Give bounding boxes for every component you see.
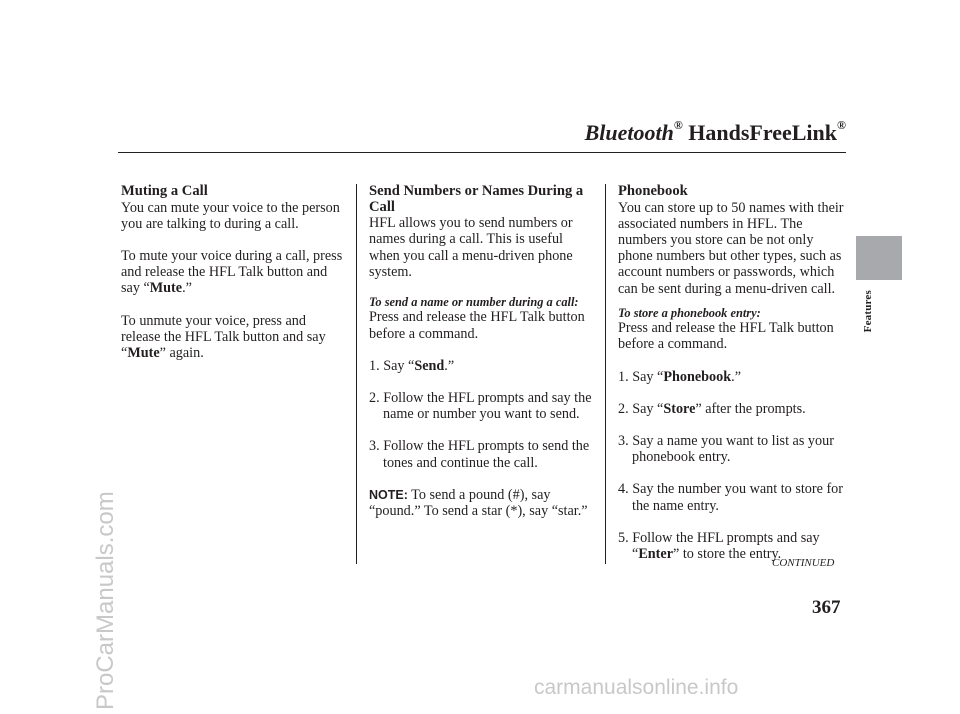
page-number: 367 — [812, 597, 841, 618]
send-step-1 — [369, 358, 597, 374]
phonebook-step-2-text: 2. Say “ — [618, 400, 664, 417]
phonebook-step-1 — [618, 369, 850, 385]
muting-intro: You can mute your voice to the person you are talking to during a call. — [121, 199, 340, 232]
send-step-1-text: 1. Say “ — [369, 357, 415, 374]
send-step-3: 3. Follow the HFL prompts to send the tones and continue the call. — [369, 438, 590, 471]
heading-muting-a-call: Muting a Call — [121, 183, 208, 199]
send-step-2: 2. Follow the HFL prompts and say the name or number you want to send. — [369, 390, 592, 423]
send-steps — [369, 358, 597, 471]
header-product: HandsFreeLink — [688, 120, 838, 145]
phonebook-step-4: 4. Say the number you want to store for the name entry. — [618, 481, 843, 514]
phonebook-press-instruction: Press and release the HFL Talk button before a command. — [618, 320, 834, 353]
column-send-numbers — [369, 184, 597, 519]
send-command: Send — [414, 357, 445, 374]
phonebook-step-5-end: ” to store the entry. — [673, 546, 782, 563]
subheading-phonebook: To store a phonebook entry: — [618, 305, 761, 320]
subheading-send: To send a name or number during a call: — [369, 295, 579, 309]
unmute-instruction-end: ” again. — [159, 345, 204, 362]
note-text: To send a pound (#), say “pound.” To send a star (*), say “star.” — [369, 486, 588, 520]
unmute-instruction-text: To unmute your voice, press and release the HFL Talk button and say “ — [121, 312, 326, 362]
watermark-carmanualsonline: carmanualsonline.info — [534, 676, 739, 699]
note-label: NOTE: — [369, 487, 408, 502]
store-command: Store — [663, 400, 696, 417]
column-phonebook — [618, 184, 850, 562]
send-note — [369, 487, 597, 519]
column-divider-2 — [605, 184, 606, 564]
column-muting — [121, 184, 346, 377]
enter-command: Enter — [638, 546, 673, 563]
phonebook-step-5-text: 5. Follow the HFL prompts and say “ — [618, 529, 820, 563]
phonebook-step-1-text: 1. Say “ — [618, 368, 664, 385]
send-press-instruction: Press and release the HFL Talk button before a command. — [369, 309, 585, 342]
unmute-command: Mute — [127, 345, 160, 362]
mute-command: Mute — [149, 280, 183, 297]
send-step-1-end: .” — [444, 357, 455, 374]
heading-send-numbers: Send Numbers or Names During a Call — [369, 183, 584, 215]
muting-instruction-end: .” — [182, 280, 192, 297]
phonebook-intro: You can store up to 50 names with their associated numbers in HFL. The numbers you store can be not only phone numbers but other types, such as account numbers or passwords, which can be sent during a menu-driven call. — [618, 199, 844, 297]
column-divider-1 — [356, 184, 357, 564]
phonebook-step-3: 3. Say a name you want to list as your phonebook entry. — [618, 433, 834, 466]
header-reg-mark-2: ® — [837, 118, 846, 132]
phonebook-steps — [618, 369, 850, 563]
continued-label: CONTINUED — [772, 557, 835, 569]
phonebook-step-2 — [618, 401, 850, 417]
muting-instruction — [121, 248, 346, 297]
section-side-label: Features — [862, 290, 874, 333]
phonebook-step-2-end: ” after the prompts. — [695, 400, 806, 417]
phonebook-command: Phonebook — [663, 368, 732, 385]
header-rule — [118, 152, 846, 153]
page-header-title — [585, 120, 846, 146]
phonebook-step-1-end: .” — [731, 368, 741, 385]
watermark-procarmanuals: ProCarManuals.com — [92, 491, 119, 710]
heading-phonebook: Phonebook — [618, 183, 688, 199]
unmute-instruction — [121, 313, 346, 362]
header-brand: Bluetooth — [584, 120, 674, 145]
header-reg-mark: ® — [673, 118, 683, 132]
send-intro: HFL allows you to send numbers or names during a call. This is useful when you call a menu-driven phone system. — [369, 215, 573, 280]
muting-instruction-text: To mute your voice during a call, press and release the HFL Talk button and say “ — [121, 248, 343, 297]
section-tab-marker — [856, 236, 902, 280]
